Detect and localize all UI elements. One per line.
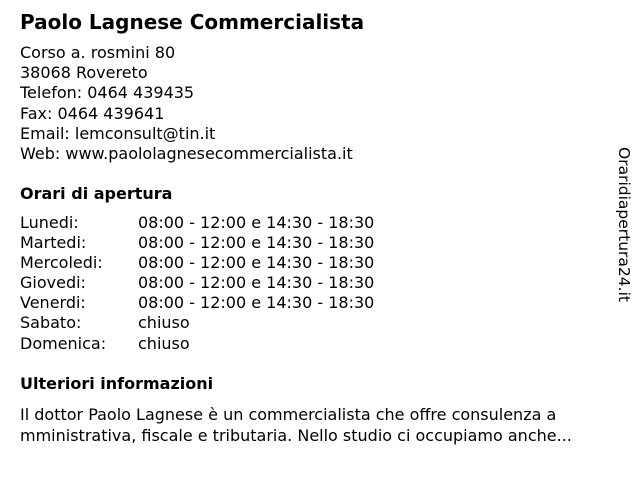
address-line-2: 38068 Rovereto bbox=[20, 63, 148, 83]
additional-info-heading: Ulteriori informazioni bbox=[20, 374, 214, 393]
time-value: chiuso bbox=[138, 313, 190, 333]
address-line-1: Corso a. rosmini 80 bbox=[20, 43, 176, 62]
day-label: Mercoledi: bbox=[20, 253, 103, 273]
business-name: Paolo Lagnese Commercialista bbox=[20, 10, 365, 34]
day-label: Lunedi: bbox=[20, 213, 79, 232]
day-label: Martedi: bbox=[20, 233, 87, 253]
time-value: 08:00 - 12:00 e 14:30 - 18:30 bbox=[138, 213, 375, 232]
email-line: Email: lemconsult@tin.it bbox=[20, 123, 216, 143]
site-watermark: Oraridiapertura24.it bbox=[615, 146, 633, 302]
time-value: 08:00 - 12:00 e 14:30 - 18:30 bbox=[138, 233, 375, 253]
phone-line: Telefon: 0464 439435 bbox=[20, 83, 195, 103]
day-label: Domenica: bbox=[20, 333, 107, 353]
time-value: 08:00 - 12:00 e 14:30 - 18:30 bbox=[138, 293, 375, 313]
day-label: Venerdi: bbox=[20, 293, 86, 313]
time-value: 08:00 - 12:00 e 14:30 - 18:30 bbox=[138, 253, 375, 273]
day-label: Sabato: bbox=[20, 313, 82, 333]
fax-line: Fax: 0464 439641 bbox=[20, 103, 165, 123]
web-line: Web: www.paololagnesecommercialista.it bbox=[20, 144, 353, 164]
contact-block bbox=[20, 43, 353, 164]
opening-hours-heading: Orari di apertura bbox=[20, 184, 173, 203]
day-label: Giovedi: bbox=[20, 273, 86, 293]
time-value: chiuso bbox=[138, 333, 190, 353]
time-value: 08:00 - 12:00 e 14:30 - 18:30 bbox=[138, 273, 375, 293]
business-description: Il dottor Paolo Lagnese è un commercialista che offre consulenza a mministrativa, fiscale e tributaria. Nello studio ci occupiamo anche... bbox=[20, 405, 572, 445]
